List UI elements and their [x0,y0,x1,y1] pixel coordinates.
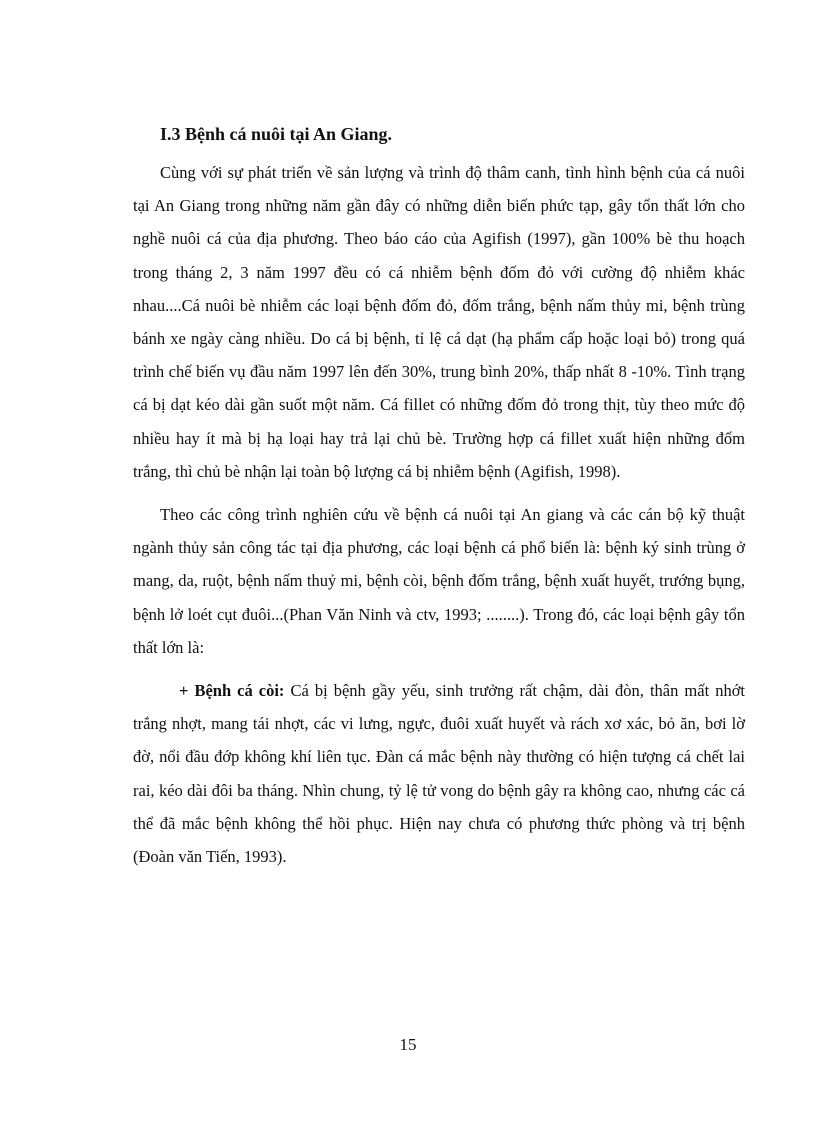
section-heading: I.3 Bệnh cá nuôi tại An Giang. [160,124,393,144]
paragraph-stunted-fish-disease [133,674,745,873]
paragraph-common-diseases: Theo các công trình nghiên cứu về bệnh cá nuôi tại An giang và các cán bộ kỹ thuật ngành thủy sản công tác tại địa phương, các loại bệnh cá phổ biến là: bệnh ký sinh trùng ở mang, da, ruột, bệnh nấm thuỷ mi, bệnh còi, bệnh đốm trắng, bệnh xuất huyết, trướng bụng, bệnh lở loét cụt đuôi...(Phan Văn Ninh và ctv, 1993; ........). Trong đó, các loại bệnh gây tổn thất lớn là: [133,505,745,657]
disease-description: Cá bị bệnh gầy yếu, sinh trưởng rất chậm, dài đòn, thân mất nhớt trắng nhợt, mang tái nhợt, các vi lưng, ngực, đuôi xuất huyết và rách xơ xác, bỏ ăn, bơi lờ đờ, nổi đầu đớp không khí liên tục. Đàn cá mắc bệnh này thường có hiện tượng cá chết lai rai, kéo dài đôi ba tháng. Nhìn chung, tỷ lệ tử vong do bệnh gây ra không cao, nhưng các cá thể đã mắc bệnh không thể hồi phục. Hiện nay chưa có phương thức phòng và trị bệnh (Đoàn văn Tiến, 1993). [133,681,746,867]
page-content [133,120,745,873]
paragraph-intro: Cùng với sự phát triển về sản lượng và trình độ thâm canh, tình hình bệnh của cá nuôi tại An Giang trong những năm gần đây có những diễn biến phức tạp, gây tổn thất lớn cho nghề nuôi cá của địa phương. Theo báo cáo của Agifish (1997), gần 100% bè thu hoạch trong tháng 2, 3 năm 1997 đều có cá nhiễm bệnh đốm đỏ với cường độ nhiễm khác nhau....Cá nuôi bè nhiễm các loại bệnh đốm đỏ, đốm trắng, bệnh nấm thủy mi, bệnh trùng bánh xe ngày càng nhiều. Do cá bị bệnh, tỉ lệ cá dạt (hạ phẩm cấp hoặc loại bỏ) trong quá trình chế biến vụ đầu năm 1997 lên đến 30%, trung bình 20%, thấp nhất 8 -10%. Tình trạng cá bị dạt kéo dài gần suốt một năm. Cá fillet có những đốm đỏ trong thịt, tùy theo mức độ nhiều hay ít mà bị hạ loại hay trả lại chủ bè. Trường hợp cá fillet xuất hiện những đốm trắng, thì chủ bè nhận lại toàn bộ lượng cá bị nhiễm bệnh (Agifish, 1998). [133,163,745,481]
page-number: 15 [399,1035,417,1054]
disease-lead-label: + Bệnh cá còi: [179,681,285,701]
